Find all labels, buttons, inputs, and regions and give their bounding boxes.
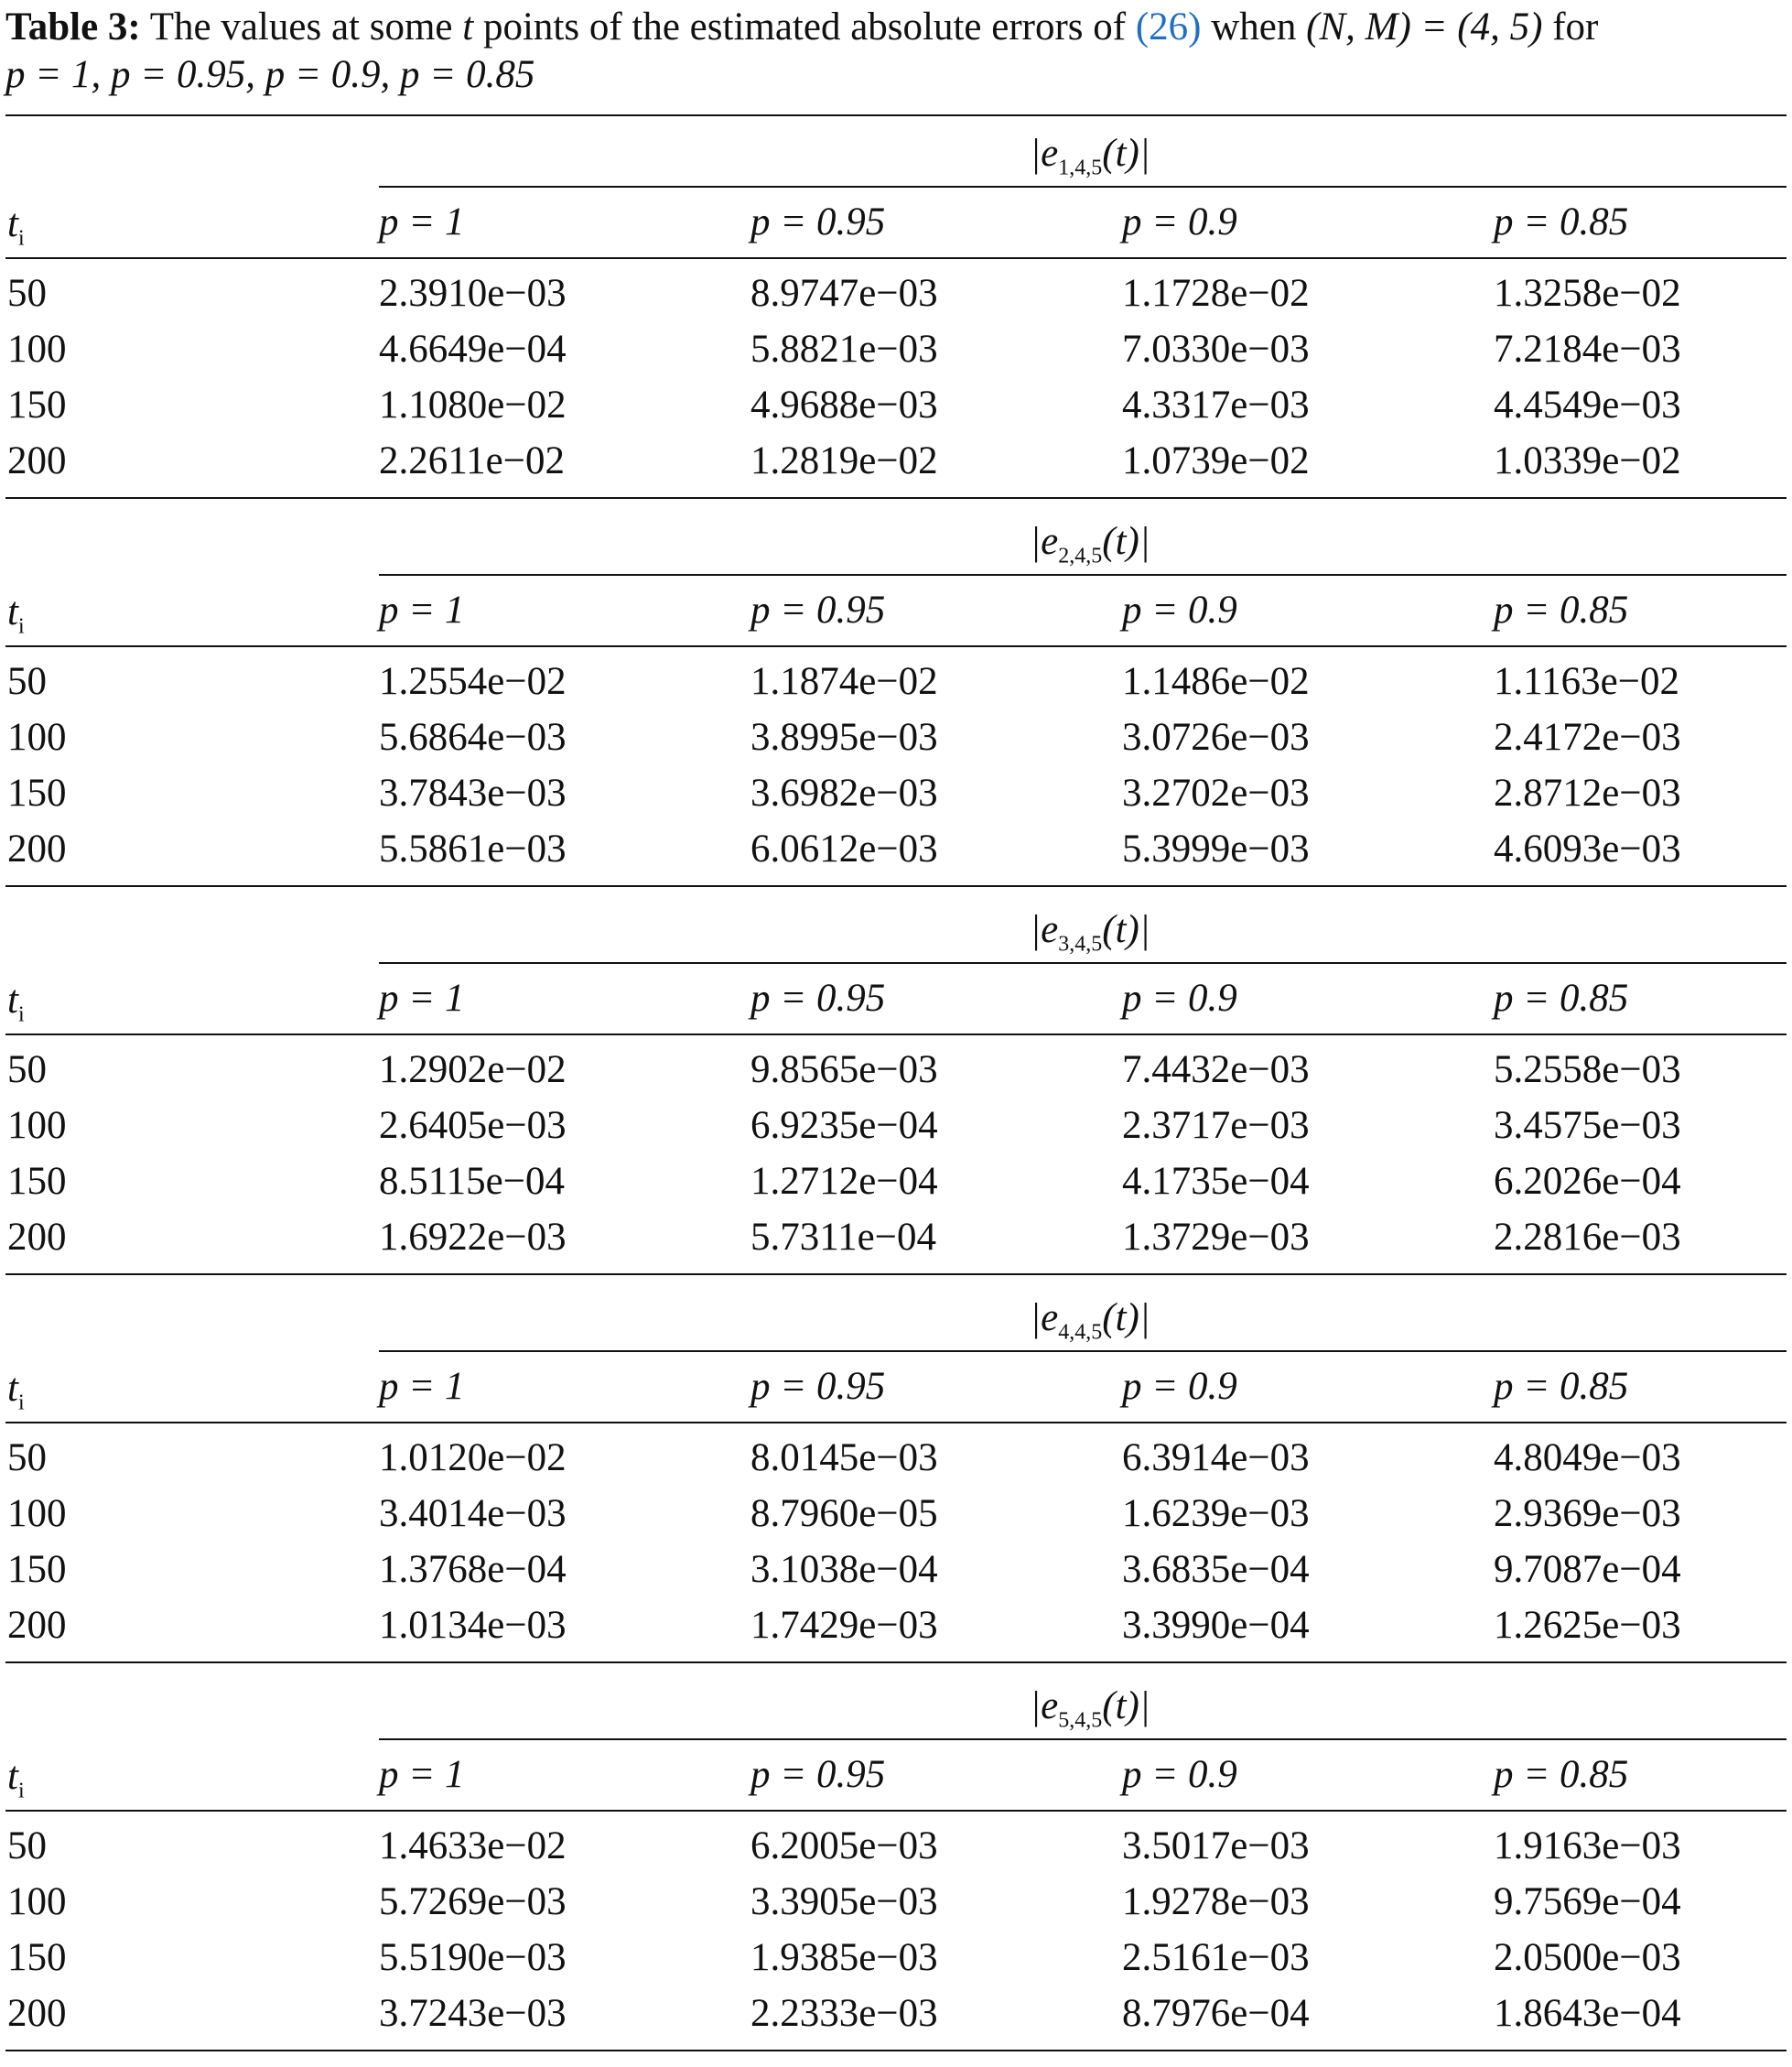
column-header-label: p = 0.9 [1122,1365,1237,1408]
row-t-value: 50 [7,272,47,315]
table-cell-value: 8.5115e−04 [379,1160,565,1203]
row-t-value: 150 [7,1548,67,1591]
table-cell-value: 3.8995e−03 [750,716,938,759]
table-cell-value: 3.2702e−03 [1122,772,1310,815]
table-cell-value: 1.3729e−03 [1122,1216,1310,1259]
caption-label: Table 3: [5,5,141,49]
column-header-label: p = 1 [379,1753,465,1796]
column-header-p [750,589,885,633]
error-group-title [5,1296,1792,1355]
table-cell-value: 5.8821e−03 [750,328,938,371]
column-header-p [750,977,885,1021]
group-rule [379,574,1787,576]
table-cell-value: 5.7269e−03 [379,1880,567,1923]
column-header-p [1494,1753,1628,1797]
caption-text-mid: points of the estimated absolute errors of [482,5,1127,49]
error-symbol: |e [1030,1296,1059,1339]
row-t-value: 50 [7,1436,47,1479]
group-rule [379,1350,1787,1352]
row-t-value: 50 [7,1824,47,1867]
header-rule [5,1810,1787,1812]
error-argument: (t)| [1102,908,1150,951]
column-header-p [1122,977,1237,1021]
column-header-p [750,1753,885,1797]
t-symbol: t [7,1367,18,1410]
column-header-p [750,1365,885,1409]
t-subscript: i [17,1002,25,1027]
row-t-value: 50 [7,660,47,703]
table-cell-value: 4.8049e−03 [1494,1436,1681,1479]
t-symbol: t [7,590,18,633]
table-cell-value: 5.2558e−03 [1494,1048,1681,1091]
table-cell-value: 1.1486e−02 [1122,660,1310,703]
table-cell-value: 1.9163e−03 [1494,1824,1681,1867]
error-subscript: 4,4,5 [1058,1320,1103,1345]
column-header-label: p = 0.95 [750,200,886,243]
column-header-label: p = 0.85 [1494,1365,1629,1408]
table-cell-value: 1.9385e−03 [750,1936,938,1979]
t-subscript: i [17,226,25,251]
caption-nm-values: (N, M) = (4, 5) [1306,5,1543,49]
table-cell-value: 3.6982e−03 [750,772,938,815]
column-header-label: p = 0.9 [1122,977,1237,1020]
column-header-label: p = 1 [379,200,465,243]
table-cell-value: 3.3905e−03 [750,1880,938,1923]
error-symbol: |e [1030,132,1059,175]
column-header-label: p = 0.85 [1494,589,1629,632]
caption-text-before: The values at some [149,5,453,49]
column-header-label: p = 1 [379,1365,465,1408]
caption-text-when: when [1211,5,1297,49]
table-cell-value: 7.4432e−03 [1122,1048,1310,1091]
error-subscript: 3,4,5 [1058,932,1103,957]
row-t-value: 100 [7,1104,67,1147]
column-header-p [1494,200,1628,244]
error-subscript: 5,4,5 [1058,1708,1103,1733]
row-t-value: 200 [7,439,67,482]
table-cell-value: 3.0726e−03 [1122,716,1310,759]
block-bottom-rule [5,1273,1787,1275]
table-cell-value: 9.7087e−04 [1494,1548,1681,1591]
block-bottom-rule [5,497,1787,499]
row-t-value: 50 [7,1048,47,1091]
table-cell-value: 1.6922e−03 [379,1216,567,1259]
table-cell-value: 2.2611e−02 [379,439,565,482]
table-cell-value: 3.4014e−03 [379,1492,567,1535]
table-cell-value: 1.6239e−03 [1122,1492,1310,1535]
error-subscript: 1,4,5 [1058,156,1103,180]
table-cell-value: 6.0612e−03 [750,828,938,871]
t-symbol: t [7,202,18,245]
table-cell-value: 3.6835e−04 [1122,1548,1310,1591]
table-cell-value: 9.7569e−04 [1494,1880,1681,1923]
group-rule [379,962,1787,964]
row-header-t [7,590,25,649]
column-header-p [379,1753,465,1797]
caption-t-symbol: t [462,5,474,49]
table-cell-value: 1.1874e−02 [750,660,938,703]
error-symbol: |e [1030,1684,1059,1727]
t-symbol: t [7,979,18,1022]
row-t-value: 200 [7,1604,67,1647]
t-symbol: t [7,1755,18,1798]
table-cell-value: 4.6649e−04 [379,328,567,371]
table-cell-value: 5.5190e−03 [379,1936,567,1979]
error-subscript: 2,4,5 [1058,544,1103,568]
table-cell-value: 1.2902e−02 [379,1048,567,1091]
equation-reference-link[interactable]: (26) [1135,5,1202,49]
table-cell-value: 7.0330e−03 [1122,328,1310,371]
table-cell-value: 4.3317e−03 [1122,384,1310,427]
header-rule [5,645,1787,647]
table-cell-value: 2.8712e−03 [1494,772,1681,815]
table-top-rule [5,114,1787,116]
table-cell-value: 6.9235e−04 [750,1104,938,1147]
row-t-value: 200 [7,1216,67,1259]
error-argument: (t)| [1102,520,1150,563]
header-rule [5,1422,1787,1423]
column-header-label: p = 0.95 [750,977,886,1020]
column-header-p [1122,200,1237,244]
row-header-t [7,979,25,1037]
error-argument: (t)| [1102,1296,1150,1339]
row-t-value: 150 [7,1936,67,1979]
block-bottom-rule [5,1661,1787,1663]
table-cell-value: 1.0739e−02 [1122,439,1310,482]
table-cell-value: 8.7976e−04 [1122,1992,1310,2035]
caption-p-list: p = 1, p = 0.95, p = 0.9, p = 0.85 [5,53,535,96]
column-header-p [1122,1365,1237,1409]
row-t-value: 200 [7,1992,67,2035]
column-header-p [379,977,465,1021]
table-cell-value: 5.5861e−03 [379,828,567,871]
column-header-p [379,200,465,244]
block-bottom-rule [5,885,1787,887]
error-argument: (t)| [1102,1684,1150,1727]
table-cell-value: 5.3999e−03 [1122,828,1310,871]
column-header-label: p = 0.9 [1122,1753,1237,1796]
row-t-value: 100 [7,1880,67,1923]
column-header-p [379,1365,465,1409]
column-header-label: p = 0.85 [1494,1753,1629,1796]
table-cell-value: 4.4549e−03 [1494,384,1681,427]
table-cell-value: 1.1080e−02 [379,384,567,427]
table-cell-value: 1.2712e−04 [750,1160,938,1203]
table-cell-value: 2.9369e−03 [1494,1492,1681,1535]
error-group-title [5,1684,1792,1743]
table-cell-value: 1.2625e−03 [1494,1604,1681,1647]
table-cell-value: 6.2026e−04 [1494,1160,1681,1203]
error-symbol: |e [1030,520,1059,563]
table-cell-value: 2.2333e−03 [750,1992,938,2035]
row-t-value: 100 [7,716,67,759]
table-cell-value: 9.8565e−03 [750,1048,938,1091]
table-cell-value: 4.1735e−04 [1122,1160,1310,1203]
table-cell-value: 1.3258e−02 [1494,272,1681,315]
table-cell-value: 4.9688e−03 [750,384,938,427]
table-cell-value: 2.4172e−03 [1494,716,1681,759]
column-header-label: p = 0.85 [1494,200,1629,243]
table-cell-value: 1.7429e−03 [750,1604,938,1647]
table-cell-value: 1.0120e−02 [379,1436,567,1479]
column-header-label: p = 0.95 [750,589,886,632]
column-header-p [1494,1365,1628,1409]
table-cell-value: 6.3914e−03 [1122,1436,1310,1479]
table-cell-value: 1.9278e−03 [1122,1880,1310,1923]
header-rule [5,257,1787,259]
table-cell-value: 3.4575e−03 [1494,1104,1681,1147]
table-cell-value: 2.2816e−03 [1494,1216,1681,1259]
table-cell-value: 1.0339e−02 [1494,439,1681,482]
t-subscript: i [17,1391,25,1415]
caption-text-for: for [1552,5,1599,49]
group-rule [379,186,1787,188]
error-group-title [5,908,1792,967]
table-cell-value: 1.2554e−02 [379,660,567,703]
table-cell-value: 3.5017e−03 [1122,1824,1310,1867]
block-bottom-rule [5,2050,1787,2051]
table-cell-value: 1.1163e−02 [1494,660,1679,703]
table-cell-value: 2.3910e−03 [379,272,567,315]
column-header-p [1122,1753,1237,1797]
row-t-value: 100 [7,328,67,371]
column-header-label: p = 0.9 [1122,200,1237,243]
row-header-t [7,202,25,261]
column-header-label: p = 1 [379,589,465,632]
error-symbol: |e [1030,908,1059,951]
row-t-value: 150 [7,384,67,427]
row-t-value: 150 [7,1160,67,1203]
table-cell-value: 3.7243e−03 [379,1992,567,2035]
column-header-p [379,589,465,633]
column-header-label: p = 1 [379,977,465,1020]
error-argument: (t)| [1102,132,1150,175]
table-cell-value: 3.3990e−04 [1122,1604,1310,1647]
table-cell-value: 2.6405e−03 [379,1104,567,1147]
group-rule [379,1738,1787,1740]
table-cell-value: 8.7960e−05 [750,1492,938,1535]
error-group-title [5,132,1792,190]
table-cell-value: 1.8643e−04 [1494,1992,1681,2035]
row-t-value: 100 [7,1492,67,1535]
table-cell-value: 3.1038e−04 [750,1548,938,1591]
table-cell-value: 2.3717e−03 [1122,1104,1310,1147]
row-t-value: 150 [7,772,67,815]
t-subscript: i [17,1779,25,1803]
table-cell-value: 4.6093e−03 [1494,828,1681,871]
column-header-p [1122,589,1237,633]
error-group-title [5,520,1792,579]
table-cell-value: 1.2819e−02 [750,439,938,482]
table-cell-value: 5.6864e−03 [379,716,567,759]
table-cell-value: 3.7843e−03 [379,772,567,815]
table-cell-value: 1.0134e−03 [379,1604,567,1647]
column-header-p [1494,977,1628,1021]
table-cell-value: 7.2184e−03 [1494,328,1681,371]
header-rule [5,1034,1787,1035]
table-cell-value: 1.3768e−04 [379,1548,567,1591]
table-cell-value: 2.0500e−03 [1494,1936,1681,1979]
table-cell-value: 8.0145e−03 [750,1436,938,1479]
column-header-label: p = 0.9 [1122,589,1237,632]
column-header-label: p = 0.95 [750,1753,886,1796]
row-t-value: 200 [7,828,67,871]
table-cell-value: 1.4633e−02 [379,1824,567,1867]
table-cell-value: 8.9747e−03 [750,272,938,315]
column-header-p [750,200,885,244]
row-header-t [7,1755,25,1813]
table-cell-value: 1.1728e−02 [1122,272,1310,315]
table-cell-value: 2.5161e−03 [1122,1936,1310,1979]
t-subscript: i [17,614,25,639]
row-header-t [7,1367,25,1425]
table-cell-value: 6.2005e−03 [750,1824,938,1867]
column-header-p [1494,589,1628,633]
column-header-label: p = 0.95 [750,1365,886,1408]
table-caption [5,4,1787,99]
column-header-label: p = 0.85 [1494,977,1629,1020]
table-cell-value: 5.7311e−04 [750,1216,936,1259]
